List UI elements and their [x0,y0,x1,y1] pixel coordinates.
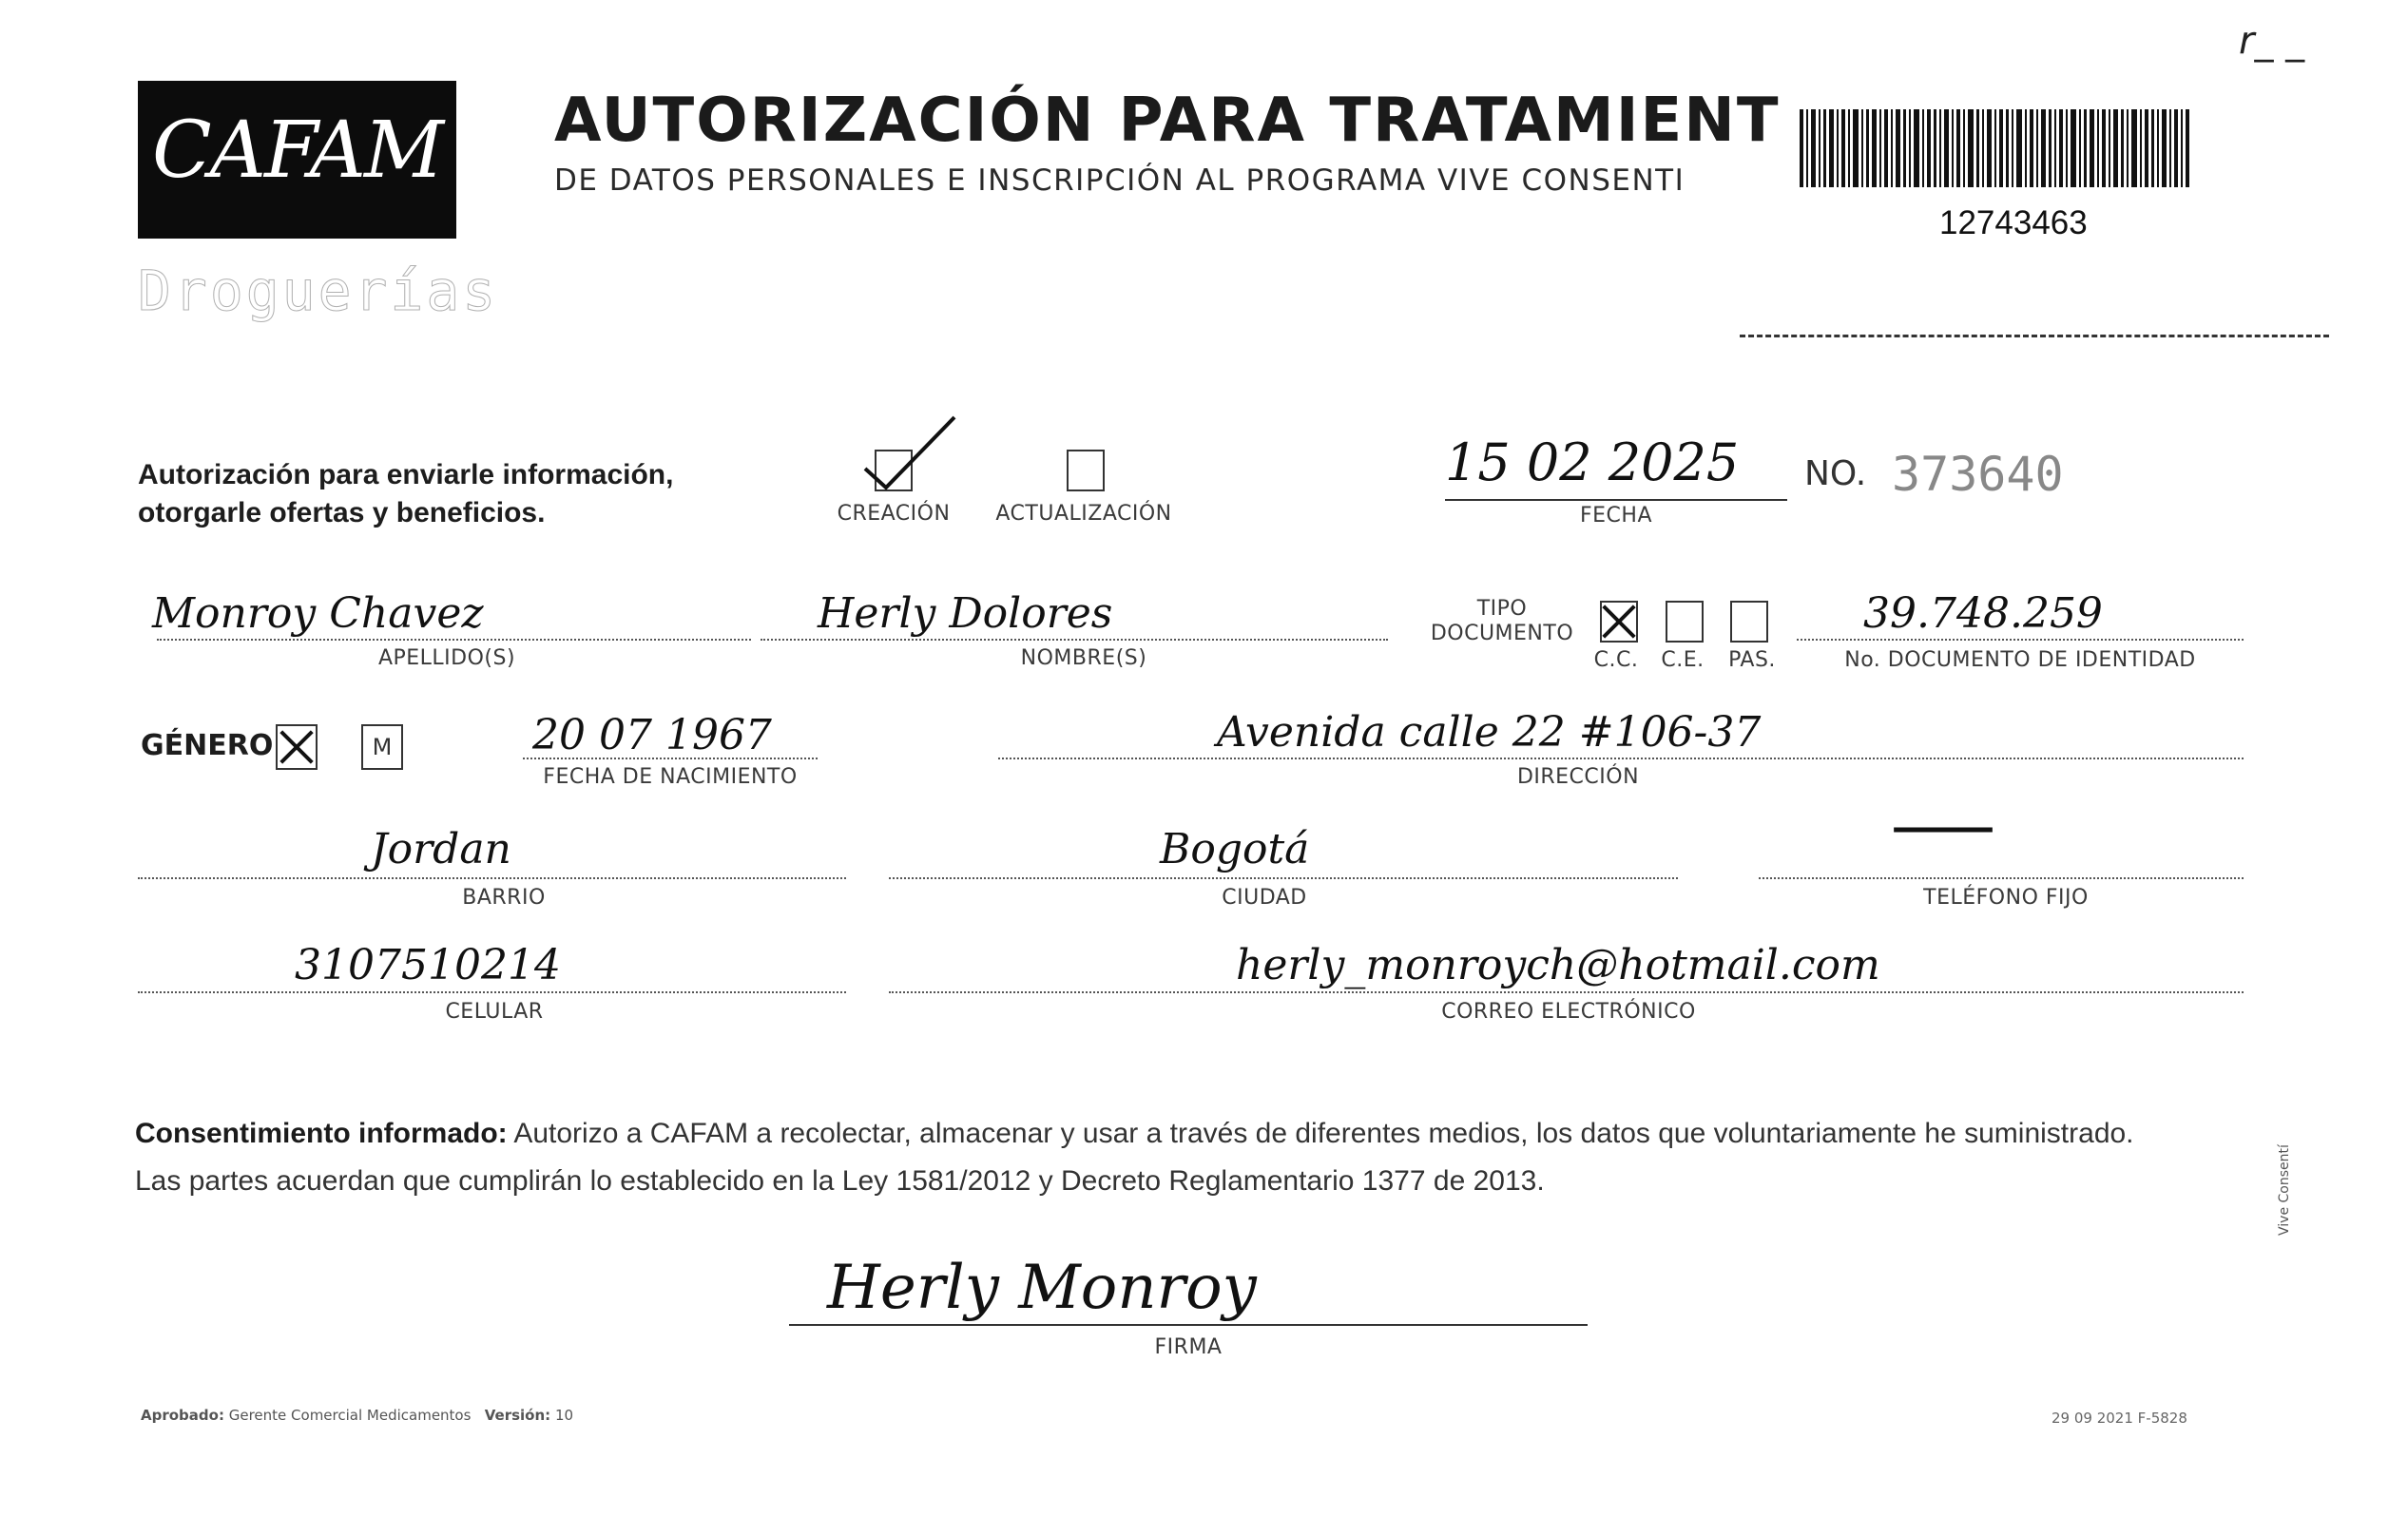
date-value: 15 02 2025 [1445,432,1740,492]
version-label: Versión: [484,1407,551,1424]
doc-type-label [1416,597,1588,646]
footer-approval [141,1407,573,1424]
doc-number-line [1797,639,2244,641]
surname-line [157,639,751,641]
city-line [889,877,1678,879]
name-label: NOMBRE(S) [1020,646,1147,670]
gender-f-checkbox[interactable] [276,724,318,770]
email-line [889,991,2244,993]
landline-label: TELÉFONO FIJO [1923,886,2089,910]
document-subtitle: DE DATOS PERSONALES E INSCRIPCIÓN AL PROGRAMA VIVE CONSENTI [554,163,1686,198]
gender-label: GÉNERO [141,729,274,762]
doc-ce-label: C.E. [1661,648,1705,672]
form-number-label: NO. [1804,454,1867,493]
logo-subtext: Droguerías [138,259,499,323]
birthdate-line [523,758,818,759]
consent-text [135,1110,2255,1205]
document-title: AUTORIZACIÓN PARA TRATAMIENT [554,86,1781,156]
logo-text: CAFAM [152,106,442,196]
footer-date-code: 29 09 2021 F-5828 [2052,1410,2187,1427]
update-checkbox[interactable] [1067,450,1105,491]
corner-mark: r_ _ [2239,19,2305,63]
barcode-icon [1800,109,2189,187]
mobile-label: CELULAR [445,1000,544,1024]
city-label: CIUDAD [1222,886,1307,910]
footer-side-text: Vive Consentí [2277,1144,2292,1236]
city-value: Bogotá [1160,825,1310,873]
landline-value: ——— [1892,806,1989,850]
birthdate-label: FECHA DE NACIMIENTO [543,765,798,789]
email-value: herly_monroych@hotmail.com [1236,941,1880,989]
doc-number-value: 39.748.259 [1863,589,2103,638]
doc-pas-label: PAS. [1728,648,1776,672]
header-dashed-line [1740,335,2329,337]
consent-line2: Las partes acuerdan que cumplirán lo establecido en la Ley 1581/2012 y Decreto Reglamentario 1377 de 2013. [135,1165,1545,1197]
version-value: 10 [554,1407,574,1424]
gender-m-checkbox[interactable] [361,724,403,770]
consent-heading: Consentimiento informado: [135,1118,508,1149]
consent-line1: Autorizo a CAFAM a recolectar, almacenar y usar a través de diferentes medios, los datos que voluntariamente he suministrado. [507,1118,2134,1149]
authorization-text [138,456,673,532]
approved-value: Gerente Comercial Medicamentos [228,1407,472,1424]
form-number-value: 373640 [1892,447,2064,502]
mobile-line [138,991,846,993]
authorization-text-line1: Autorización para enviarle información, [138,459,674,490]
date-label: FECHA [1579,504,1652,528]
signature-line [789,1324,1588,1326]
address-label: DIRECCIÓN [1516,765,1640,789]
signature-value: Herly Monroy [827,1253,1257,1323]
cafam-logo [138,81,456,239]
name-value: Herly Dolores [818,589,1113,638]
landline-line [1759,877,2244,879]
signature-label: FIRMA [1154,1335,1223,1359]
neighborhood-line [138,877,846,879]
neighborhood-label: BARRIO [462,886,546,910]
doc-pas-checkbox[interactable] [1730,601,1768,643]
authorization-text-line2: otorgarle ofertas y beneficios. [138,497,546,528]
update-label: ACTUALIZACIÓN [995,502,1172,526]
mobile-value: 3107510214 [295,941,561,989]
barcode-number: 12743463 [1939,204,2088,241]
doc-ce-checkbox[interactable] [1666,601,1704,643]
doc-type-label-line2: DOCUMENTO [1430,622,1574,645]
gender-m-label: M [372,734,393,760]
doc-number-label: No. DOCUMENTO DE IDENTIDAD [1844,648,2196,672]
doc-cc-label: C.C. [1593,648,1639,672]
surname-value: Monroy Chavez [152,589,484,638]
name-line [761,639,1388,641]
birthdate-value: 20 07 1967 [532,711,772,759]
email-label: CORREO ELECTRÓNICO [1441,1000,1696,1024]
address-line [998,758,2244,759]
doc-type-label-line1: TIPO [1476,597,1528,621]
surname-label: APELLIDO(S) [377,646,516,670]
neighborhood-value: Jordan [371,825,511,873]
creation-label: CREACIÓN [837,502,951,526]
doc-cc-checkbox[interactable] [1600,601,1638,643]
date-underline [1445,499,1787,501]
creation-checkbox[interactable] [875,450,913,491]
check-icon [857,413,962,499]
address-value: Avenida calle 22 #106-37 [1217,708,1762,757]
approved-label: Aprobado: [141,1407,224,1424]
